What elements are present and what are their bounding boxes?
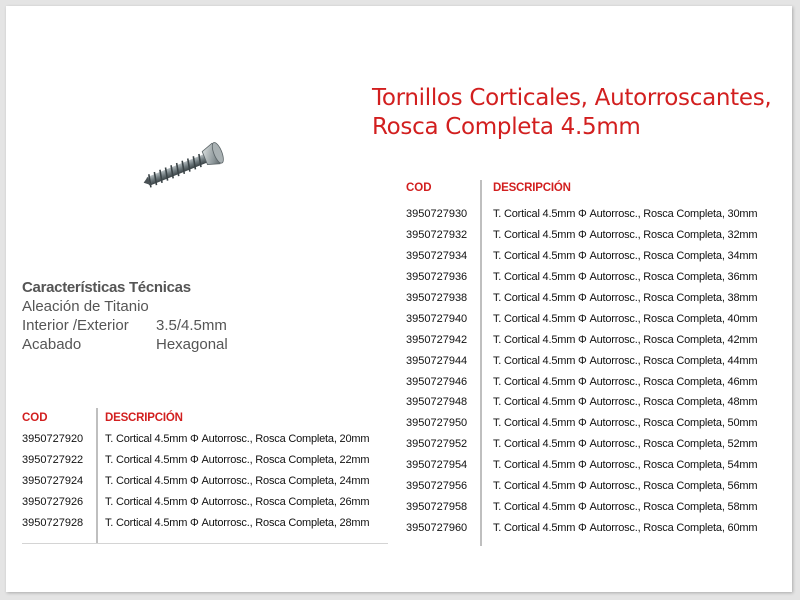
- table-body: [406, 204, 757, 538]
- cod-cell: 3950727954: [406, 459, 468, 472]
- table-row: [406, 329, 757, 350]
- description-cell: T. Cortical 4.5mm Φ Autorrosc., Rosca Completa, 38mm: [493, 292, 758, 304]
- cod-cell: 3950727924: [22, 475, 84, 488]
- cod-cell: 3950727948: [406, 396, 468, 409]
- description-cell: T. Cortical 4.5mm Φ Autorrosc., Rosca Completa, 56mm: [493, 480, 758, 493]
- table-row: [406, 413, 757, 434]
- cod-cell: 3950727922: [22, 454, 84, 467]
- cod-cell: 3950727920: [22, 433, 84, 446]
- cod-cell: 3950727956: [406, 480, 468, 493]
- table-row: [406, 517, 757, 538]
- table-body: [22, 429, 369, 533]
- description-cell: T. Cortical 4.5mm Φ Autorrosc., Rosca Completa, 48mm: [493, 396, 758, 409]
- table-row: [22, 429, 369, 450]
- column-divider: [96, 408, 98, 543]
- cod-cell: 3950727936: [406, 271, 468, 284]
- description-cell: T. Cortical 4.5mm Φ Autorrosc., Rosca Completa, 24mm: [105, 475, 370, 488]
- cod-cell: 3950727928: [22, 517, 84, 529]
- description-cell: T. Cortical 4.5mm Φ Autorrosc., Rosca Completa, 42mm: [493, 333, 758, 346]
- description-cell: T. Cortical 4.5mm Φ Autorrosc., Rosca Completa, 46mm: [493, 375, 758, 388]
- cod-cell: 3950727944: [406, 354, 468, 367]
- description-cell: T. Cortical 4.5mm Φ Autorrosc., Rosca Completa, 28mm: [105, 517, 370, 529]
- description-header: DESCRIPCIÓN: [105, 412, 183, 424]
- cod-cell: 3950727958: [406, 500, 468, 513]
- table-header: [406, 177, 757, 199]
- left-product-table: [22, 407, 369, 533]
- table-row: [406, 308, 757, 329]
- description-header: DESCRIPCIÓN: [493, 182, 571, 194]
- specs-heading: Características Técnicas: [22, 279, 191, 296]
- table-row: [406, 392, 757, 413]
- title-line-2: Rosca Completa 4.5mm: [372, 114, 641, 140]
- table-row: [406, 267, 757, 288]
- technical-specs: [22, 278, 228, 354]
- description-cell: T. Cortical 4.5mm Φ Autorrosc., Rosca Completa, 20mm: [105, 433, 370, 446]
- cod-cell: 3950727926: [22, 496, 84, 509]
- table-row: [22, 492, 369, 513]
- description-cell: T. Cortical 4.5mm Φ Autorrosc., Rosca Completa, 40mm: [493, 312, 758, 325]
- description-cell: T. Cortical 4.5mm Φ Autorrosc., Rosca Completa, 54mm: [493, 459, 758, 472]
- cod-cell: 3950727950: [406, 417, 468, 430]
- table-row: [406, 434, 757, 455]
- cod-cell: 3950727952: [406, 438, 468, 451]
- description-cell: T. Cortical 4.5mm Φ Autorrosc., Rosca Completa, 60mm: [493, 521, 758, 534]
- spec-value: 3.5/4.5mm: [156, 317, 227, 334]
- description-cell: T. Cortical 4.5mm Φ Autorrosc., Rosca Completa, 36mm: [493, 271, 758, 284]
- description-cell: T. Cortical 4.5mm Φ Autorrosc., Rosca Completa, 22mm: [105, 454, 370, 467]
- spec-label: Acabado: [22, 336, 82, 353]
- cod-cell: 3950727938: [406, 292, 468, 304]
- description-cell: T. Cortical 4.5mm Φ Autorrosc., Rosca Completa, 44mm: [493, 354, 758, 367]
- description-cell: T. Cortical 4.5mm Φ Autorrosc., Rosca Completa, 50mm: [493, 417, 758, 430]
- table-bottom-rule: [22, 543, 388, 544]
- cod-cell: 3950727946: [406, 375, 468, 388]
- table-row: [22, 450, 369, 471]
- table-row: [406, 225, 757, 246]
- table-header: [22, 407, 369, 429]
- cod-header: COD: [22, 412, 48, 424]
- cod-header: COD: [406, 182, 432, 194]
- table-row: [406, 288, 757, 309]
- cod-cell: 3950727932: [406, 229, 468, 242]
- description-cell: T. Cortical 4.5mm Φ Autorrosc., Rosca Completa, 30mm: [493, 208, 758, 221]
- table-row: [406, 350, 757, 371]
- column-divider: [480, 180, 482, 546]
- right-product-table: [406, 177, 757, 538]
- table-row: [22, 471, 369, 492]
- table-row: [406, 204, 757, 225]
- cod-cell: 3950727940: [406, 312, 468, 325]
- table-row: [22, 513, 369, 534]
- spec-material: Aleación de Titanio: [22, 298, 149, 315]
- spec-row: [22, 335, 228, 354]
- spec-row: [22, 316, 228, 335]
- page-title: [372, 84, 771, 142]
- cod-cell: 3950727934: [406, 250, 468, 263]
- description-cell: T. Cortical 4.5mm Φ Autorrosc., Rosca Completa, 26mm: [105, 496, 370, 509]
- description-cell: T. Cortical 4.5mm Φ Autorrosc., Rosca Completa, 58mm: [493, 500, 758, 513]
- title-line-1: Tornillos Corticales, Autorroscantes,: [372, 85, 772, 111]
- screw-image: [130, 135, 240, 195]
- cod-cell: 3950727942: [406, 333, 468, 346]
- table-row: [406, 246, 757, 267]
- table-row: [406, 455, 757, 476]
- table-row: [406, 496, 757, 517]
- spec-value: Hexagonal: [156, 336, 228, 353]
- description-cell: T. Cortical 4.5mm Φ Autorrosc., Rosca Completa, 52mm: [493, 438, 758, 451]
- table-row: [406, 371, 757, 392]
- spec-label: Interior /Exterior: [22, 317, 129, 334]
- description-cell: T. Cortical 4.5mm Φ Autorrosc., Rosca Completa, 32mm: [493, 229, 758, 242]
- table-row: [406, 476, 757, 497]
- cod-cell: 3950727930: [406, 208, 468, 221]
- cod-cell: 3950727960: [406, 521, 468, 534]
- description-cell: T. Cortical 4.5mm Φ Autorrosc., Rosca Completa, 34mm: [493, 250, 758, 263]
